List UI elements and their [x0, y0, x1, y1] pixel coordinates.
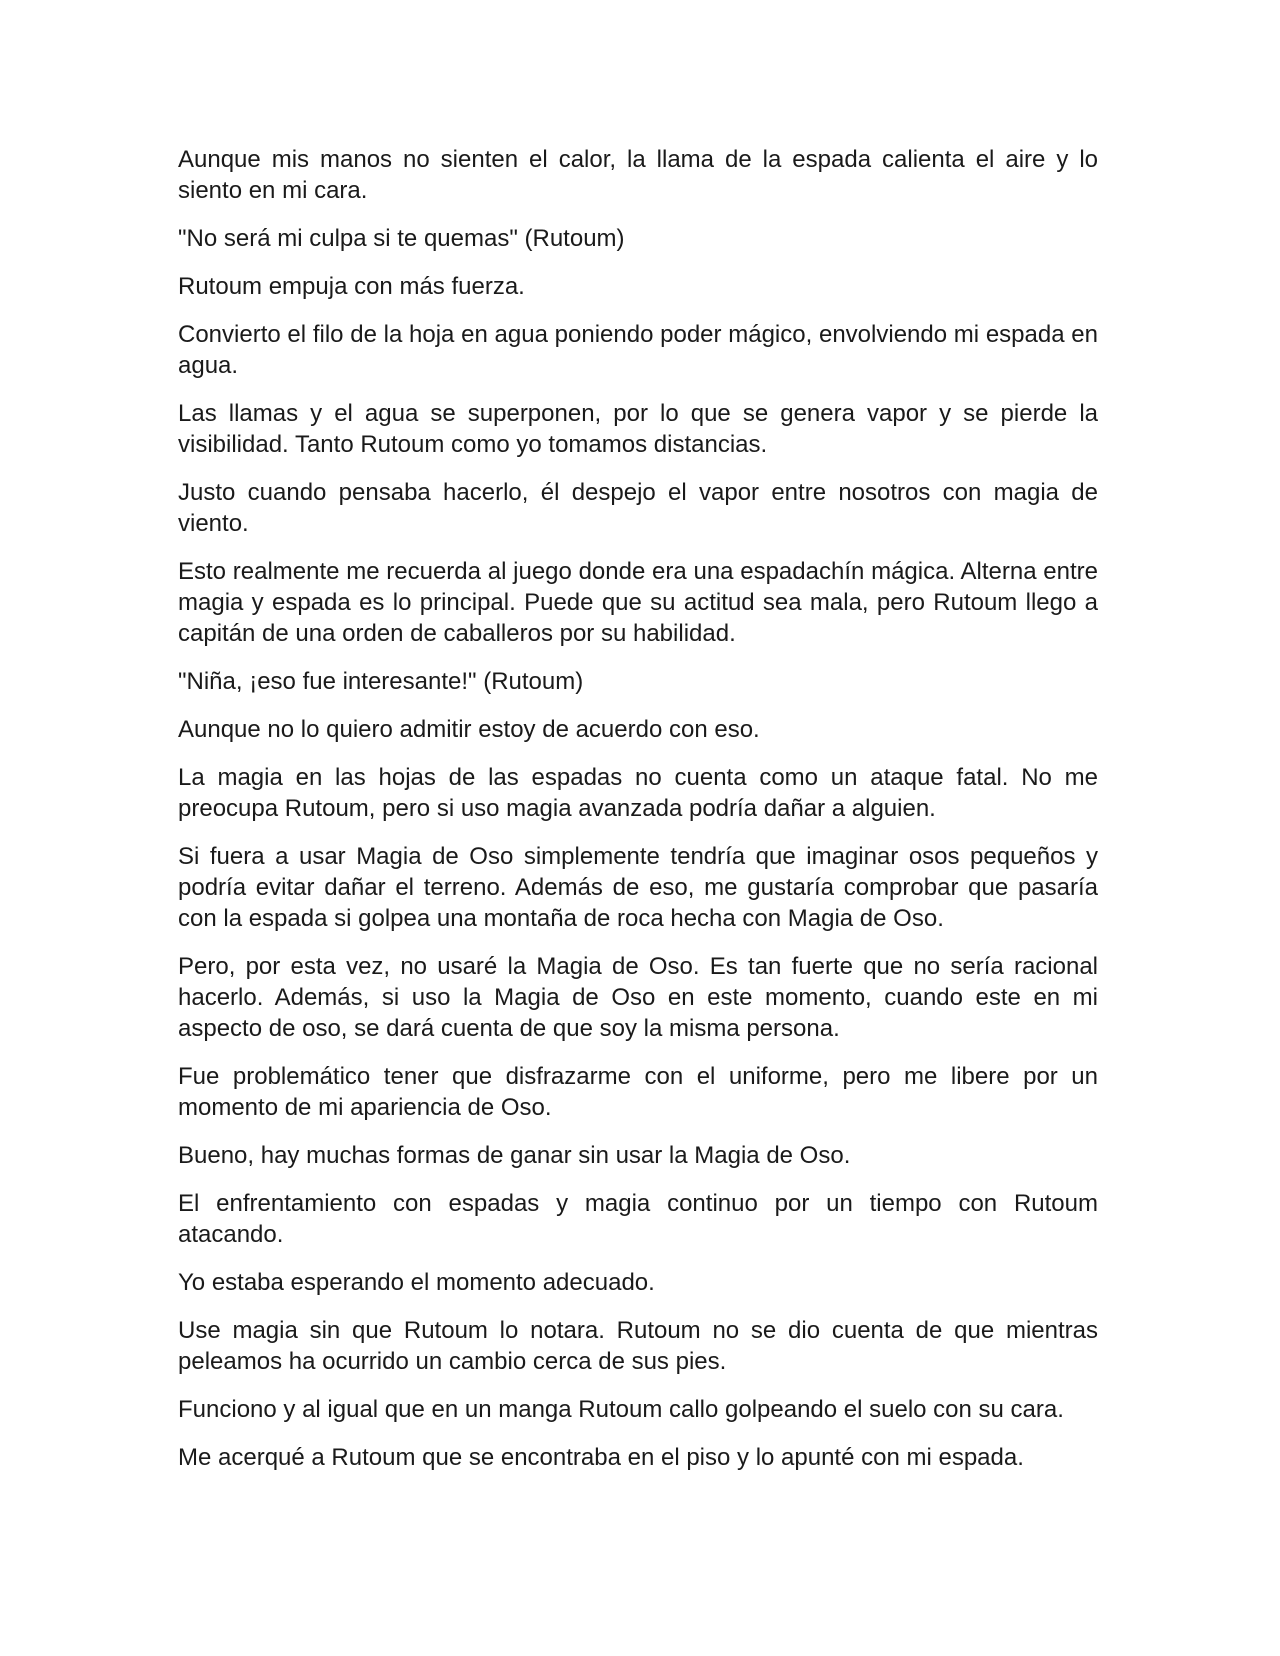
paragraph: Yo estaba esperando el momento adecuado. [178, 1269, 655, 1296]
paragraph: Justo cuando pensaba hacerlo, él despejo el vapor entre nosotros con magia de viento. [178, 479, 1098, 537]
paragraph: Use magia sin que Rutoum lo notara. Rutoum no se dio cuenta de que mientras peleamos ha ocurrido un cambio cerca de sus pies. [178, 1317, 1098, 1375]
paragraph: Me acerqué a Rutoum que se encontraba en el piso y lo apunté con mi espada. [178, 1444, 1024, 1471]
paragraph: "No será mi culpa si te quemas" (Rutoum) [178, 225, 625, 252]
paragraph: Pero, por esta vez, no usaré la Magia de Oso. Es tan fuerte que no sería racional hacerlo. Además, si uso la Magia de Oso en este momento, cuando este en mi aspecto de oso, se dará cuenta de que soy la misma persona. [178, 953, 1098, 1042]
paragraph: El enfrentamiento con espadas y magia continuo por un tiempo con Rutoum atacando. [178, 1190, 1098, 1248]
paragraph: Esto realmente me recuerda al juego donde era una espadachín mágica. Alterna entre magia y espada es lo principal. Puede que su actitud sea mala, pero Rutoum llego a capitán de una orden de caballeros por su habilidad. [178, 558, 1098, 647]
paragraph: Funciono y al igual que en un manga Rutoum callo golpeando el suelo con su cara. [178, 1396, 1064, 1423]
document-page [178, 144, 1098, 1490]
paragraph: Fue problemático tener que disfrazarme con el uniforme, pero me libere por un momento de mi apariencia de Oso. [178, 1063, 1098, 1121]
paragraph: Las llamas y el agua se superponen, por lo que se genera vapor y se pierde la visibilidad. Tanto Rutoum como yo tomamos distancias. [178, 400, 1098, 458]
paragraph: La magia en las hojas de las espadas no cuenta como un ataque fatal. No me preocupa Rutoum, pero si uso magia avanzada podría dañar a alguien. [178, 764, 1098, 822]
paragraph: Bueno, hay muchas formas de ganar sin usar la Magia de Oso. [178, 1142, 851, 1169]
paragraph: Rutoum empuja con más fuerza. [178, 273, 525, 300]
paragraph: Si fuera a usar Magia de Oso simplemente tendría que imaginar osos pequeños y podría evitar dañar el terreno. Además de eso, me gustaría comprobar que pasaría con la espada si golpea una montaña de roca hecha con Magia de Oso. [178, 843, 1098, 932]
paragraph: Convierto el filo de la hoja en agua poniendo poder mágico, envolviendo mi espada en agua. [178, 321, 1098, 379]
paragraph: Aunque mis manos no sienten el calor, la llama de la espada calienta el aire y lo siento en mi cara. [178, 146, 1098, 204]
paragraph: Aunque no lo quiero admitir estoy de acuerdo con eso. [178, 716, 760, 743]
paragraph: "Niña, ¡eso fue interesante!" (Rutoum) [178, 668, 584, 695]
